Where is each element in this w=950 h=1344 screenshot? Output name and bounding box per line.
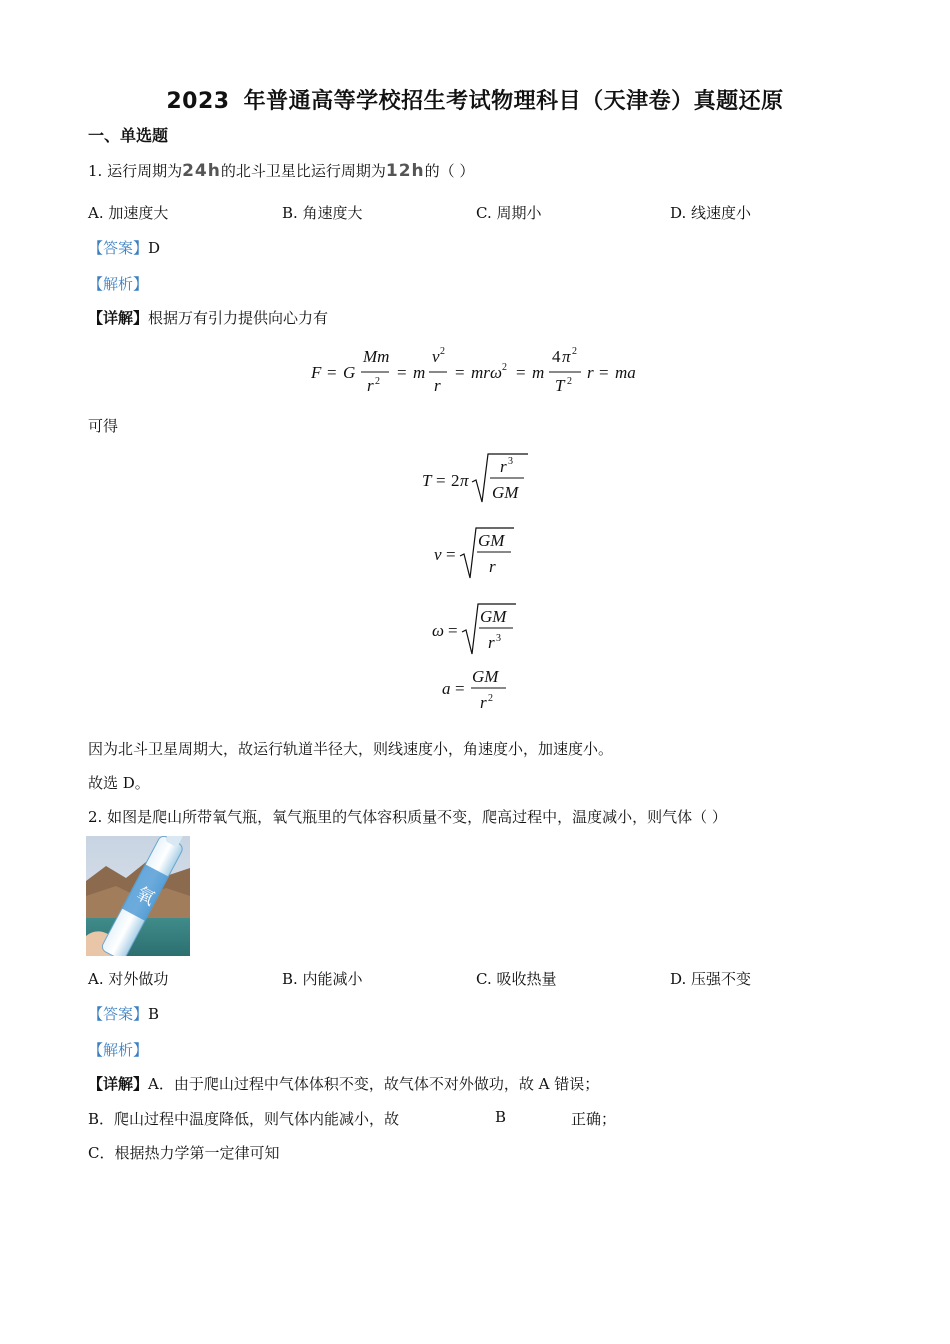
svg-text:T: T [555,376,565,395]
acceleration-formula [438,662,518,718]
svg-text:GM: GM [478,531,505,550]
svg-text:GM: GM [492,483,519,502]
q1-answer: 【答案】D [88,239,161,257]
q2-detail-b: B．爬山过程中温度降低，则气体内能减小，故 [88,1110,400,1128]
svg-text:=: = [397,363,407,382]
svg-text:a: a [442,679,451,698]
q2-detail-b-end: 正确； [571,1110,617,1128]
svg-text:=: = [327,363,337,382]
svg-text:r: r [500,457,507,476]
svg-text:ω: ω [432,621,445,640]
q1-option-a: A. 加速度大 [88,204,169,222]
q2-detail-a: 【详解】A．由于爬山过程中气体体积不变，故气体不对外做功，故 A 错误； [88,1075,600,1093]
svg-text:G: G [343,363,356,382]
q2-analysis-label: 【解析】 [88,1041,149,1059]
q2-option-c: C. 吸收热量 [476,970,557,988]
gravitation-formula [305,342,650,402]
q2-stem: 2. 如图是爬山所带氧气瓶，氧气瓶里的气体容积质量不变，爬高过程中，温度减小，则气体（ ） [88,808,727,826]
q2-option-b: B. 内能减小 [282,970,363,988]
svg-text:2: 2 [567,376,572,387]
svg-text:v: v [432,347,440,366]
svg-text:v: v [434,545,442,564]
svg-text:r: r [480,693,487,712]
q1-option-b: B. 角速度大 [282,204,363,222]
svg-text:m: m [413,363,426,382]
then-text: 可得 [88,417,119,435]
svg-text:GM: GM [472,667,499,686]
q2-answer: 【答案】B [88,1005,160,1023]
svg-text:4: 4 [552,347,561,366]
svg-text:GM: GM [480,607,507,626]
svg-text:2: 2 [502,362,507,373]
svg-text:2: 2 [488,693,493,704]
svg-text:π: π [562,347,571,366]
svg-text:3: 3 [496,633,501,644]
svg-text:m: m [532,363,545,382]
q1-period-12h: 12h [385,161,425,181]
velocity-formula [430,522,530,582]
q2-option-a: A. 对外做功 [88,970,169,988]
svg-text:Mm: Mm [363,347,390,366]
q2-detail-c: C．根据热力学第一定律可知 [88,1144,280,1162]
svg-text:=: = [446,545,456,564]
q1-choose: 故选 D。 [88,774,150,792]
svg-text:r: r [587,363,594,382]
q1-option-c: C. 周期小 [476,204,542,222]
oxygen-bottle-photo [86,836,190,956]
section-heading: 一、单选题 [88,126,169,145]
oxygen-label: 氧 [132,883,159,911]
oxygen-bottle-image [86,836,190,956]
angular-velocity-formula [428,598,528,658]
svg-text:T: T [422,471,432,490]
svg-text:F: F [311,363,322,382]
svg-text:r: r [367,376,374,395]
svg-text:π: π [460,471,469,490]
svg-text:=: = [455,679,465,698]
svg-text:2: 2 [375,376,380,387]
svg-text:r: r [434,376,441,395]
svg-text:3: 3 [508,456,513,467]
svg-text:=: = [436,471,446,490]
q1-stem: 1. 运行周期为24h的北斗卫星比运行周期为12h的（ ） [88,161,475,181]
svg-text:2: 2 [440,346,445,357]
q1-conclusion: 因为北斗卫星周期大，故运行轨道半径大，则线速度小，角速度小，加速度小。 [88,740,614,758]
svg-text:=: = [448,621,458,640]
svg-text:ma: ma [615,363,636,382]
q2-option-d: D. 压强不变 [670,970,752,988]
q1-detail: 【详解】根据万有引力提供向心力有 [88,309,329,327]
svg-text:r: r [489,557,496,576]
svg-text:mr: mr [471,363,490,382]
svg-text:ω: ω [490,363,503,382]
svg-text:r: r [488,633,495,652]
q1-period-24h: 24h [182,161,221,181]
q1-analysis-label: 【解析】 [88,275,149,293]
page-title: 2023 年普通高等学校招生考试物理科目（天津卷）真题还原 [166,89,784,114]
svg-text:2: 2 [451,471,460,490]
svg-text:=: = [599,363,609,382]
period-formula [418,448,548,508]
svg-text:=: = [516,363,526,382]
svg-text:=: = [455,363,465,382]
q2-detail-b-letter: B [495,1108,507,1126]
q1-option-d: D. 线速度小 [670,204,752,222]
svg-text:2: 2 [572,346,577,357]
